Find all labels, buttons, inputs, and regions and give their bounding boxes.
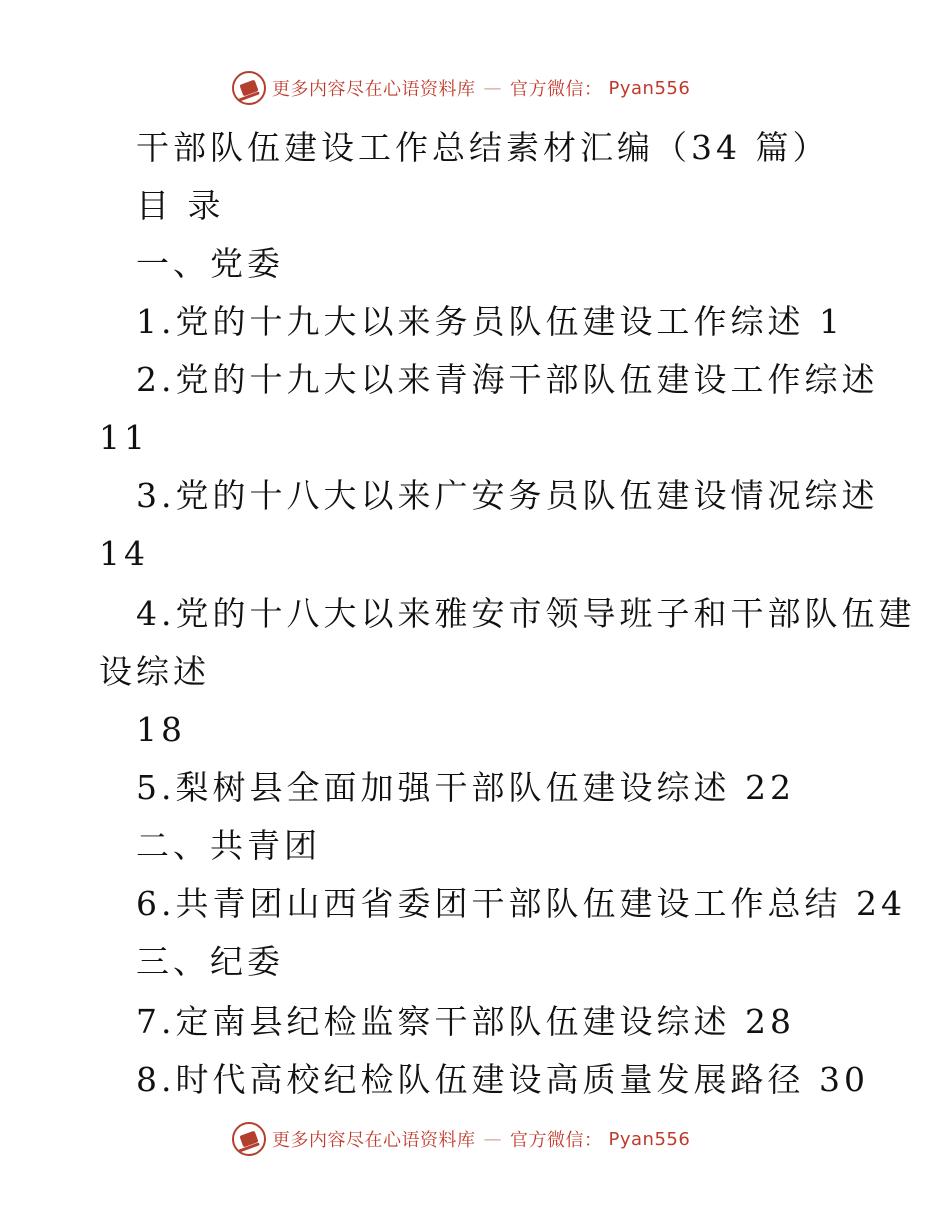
toc-entry-7: 7.定南县纪检监察干部队伍建设综述 28 bbox=[136, 1002, 795, 1041]
toc-entry-4-page: 18 bbox=[136, 710, 186, 749]
watermark-wechat-id: Pyan556 bbox=[608, 1128, 691, 1150]
toc-entry-4-continued: 设综述 bbox=[99, 652, 210, 691]
watermark-separator: — bbox=[483, 77, 502, 99]
toc-section-party-committee: 一、党委 bbox=[136, 244, 284, 283]
watermark-separator: — bbox=[483, 1128, 502, 1150]
pen-logo-icon bbox=[232, 71, 266, 105]
toc-entry-2: 2.党的十九大以来青海干部队伍建设工作综述 bbox=[136, 360, 879, 399]
toc-section-discipline-committee: 三、纪委 bbox=[136, 942, 284, 981]
toc-entry-4: 4.党的十八大以来雅安市领导班子和干部队伍建 bbox=[136, 594, 916, 633]
header-watermark bbox=[232, 70, 690, 106]
watermark-wechat-label: 官方微信： bbox=[510, 1130, 603, 1151]
footer-watermark bbox=[232, 1121, 690, 1157]
watermark-text: 更多内容尽在心语资料库 bbox=[272, 1130, 476, 1151]
toc-entry-8: 8.时代高校纪检队伍建设高质量发展路径 30 bbox=[136, 1060, 869, 1099]
document-title: 干部队伍建设工作总结素材汇编（34 篇） bbox=[136, 128, 830, 167]
pen-logo-icon bbox=[232, 1122, 266, 1156]
toc-entry-3: 3.党的十八大以来广安务员队伍建设情况综述 bbox=[136, 476, 879, 515]
toc-heading: 目 录 bbox=[136, 186, 225, 225]
toc-entry-6: 6.共青团山西省委团干部队伍建设工作总结 24 bbox=[136, 884, 906, 923]
toc-entry-2-page: 11 bbox=[99, 418, 149, 457]
watermark-wechat-label: 官方微信： bbox=[510, 79, 603, 100]
watermark-text: 更多内容尽在心语资料库 bbox=[272, 79, 476, 100]
toc-section-youth-league: 二、共青团 bbox=[136, 826, 321, 865]
toc-entry-3-page: 14 bbox=[99, 534, 149, 573]
watermark-wechat-id: Pyan556 bbox=[608, 77, 691, 99]
toc-entry-1: 1.党的十九大以来务员队伍建设工作综述 1 bbox=[136, 302, 844, 341]
toc-entry-5: 5.梨树县全面加强干部队伍建设综述 22 bbox=[136, 768, 795, 807]
